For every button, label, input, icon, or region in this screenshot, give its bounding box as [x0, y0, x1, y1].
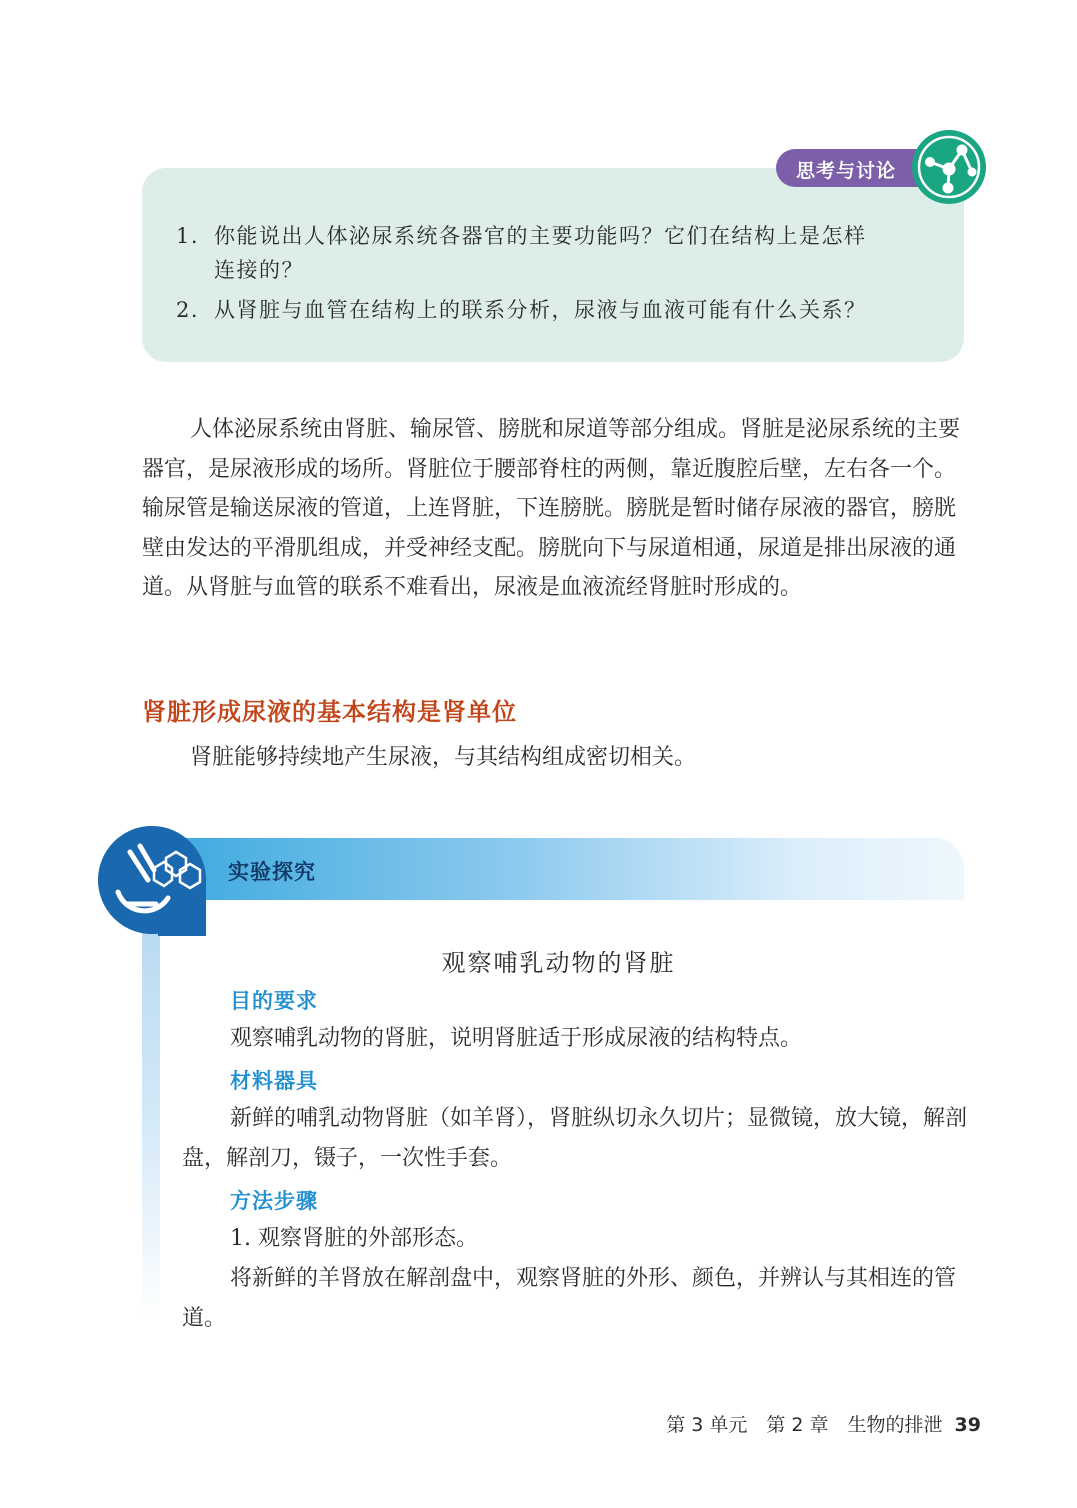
purpose-text: 观察哺乳动物的肾脏，说明肾脏适于形成尿液的结构特点。	[230, 1026, 803, 1051]
question-2-text: 从肾脏与血管在结构上的联系分析，尿液与血液可能有什么关系？	[214, 298, 867, 322]
page-number: 39	[954, 1414, 981, 1436]
microscope-icon	[96, 824, 208, 936]
materials-heading: 材料器具	[230, 1069, 318, 1093]
question-2-number: 2.	[176, 298, 200, 322]
method-step-1: 1. 观察肾脏的外部形态。	[230, 1226, 478, 1251]
body-paragraph: 人体泌尿系统由肾脏、输尿管、膀胱和尿道等部分组成。肾脏是泌尿系统的主要器官，是尿液形成的场所。肾脏位于腰部脊柱的两侧，靠近腹腔后壁，左右各一个。输尿管是输送尿液的管道，上连肾脏，下连膀胱。膀胱是暂时储存尿液的器官，膀胱壁由发达的平滑肌组成，并受神经支配。膀胱向下与尿道相通，尿道是排出尿液的通道。从肾脏与血管的联系不难看出，尿液是血液流经肾脏时形成的。	[142, 417, 961, 600]
method-step-1-text: 将新鲜的羊肾放在解剖盘中，观察肾脏的外形、颜色，并辨认与其相连的管道。	[182, 1266, 957, 1331]
question-2	[176, 290, 867, 330]
method-heading: 方法步骤	[230, 1189, 318, 1213]
page-footer	[666, 1410, 981, 1437]
molecule-icon	[910, 128, 988, 206]
chapter-label: 第 3 单元 第 2 章 生物的排泄	[666, 1414, 943, 1436]
question-1-line-1: 你能说出人体泌尿系统各器官的主要功能吗？它们在结构上是怎样	[214, 224, 867, 248]
purpose-heading: 目的要求	[230, 989, 318, 1013]
question-1-line-2: 连接的？	[214, 258, 304, 282]
experiment-banner-label: 实验探究	[228, 860, 316, 884]
think-discuss-tag	[776, 149, 926, 187]
think-discuss-box	[142, 168, 964, 362]
experiment-banner	[150, 838, 964, 900]
section-intro: 肾脏能够持续地产生尿液，与其结构组成密切相关。	[190, 745, 697, 770]
section-heading: 肾脏形成尿液的基本结构是肾单位	[142, 698, 517, 726]
question-1-number: 1.	[176, 224, 200, 248]
materials-text: 新鲜的哺乳动物肾脏（如羊肾），肾脏纵切永久切片；显微镜，放大镜，解剖盘，解剖刀，镊子，一次性手套。	[182, 1106, 968, 1171]
experiment-title: 观察哺乳动物的肾脏	[441, 949, 676, 977]
think-discuss-label: 思考与讨论	[796, 160, 897, 182]
